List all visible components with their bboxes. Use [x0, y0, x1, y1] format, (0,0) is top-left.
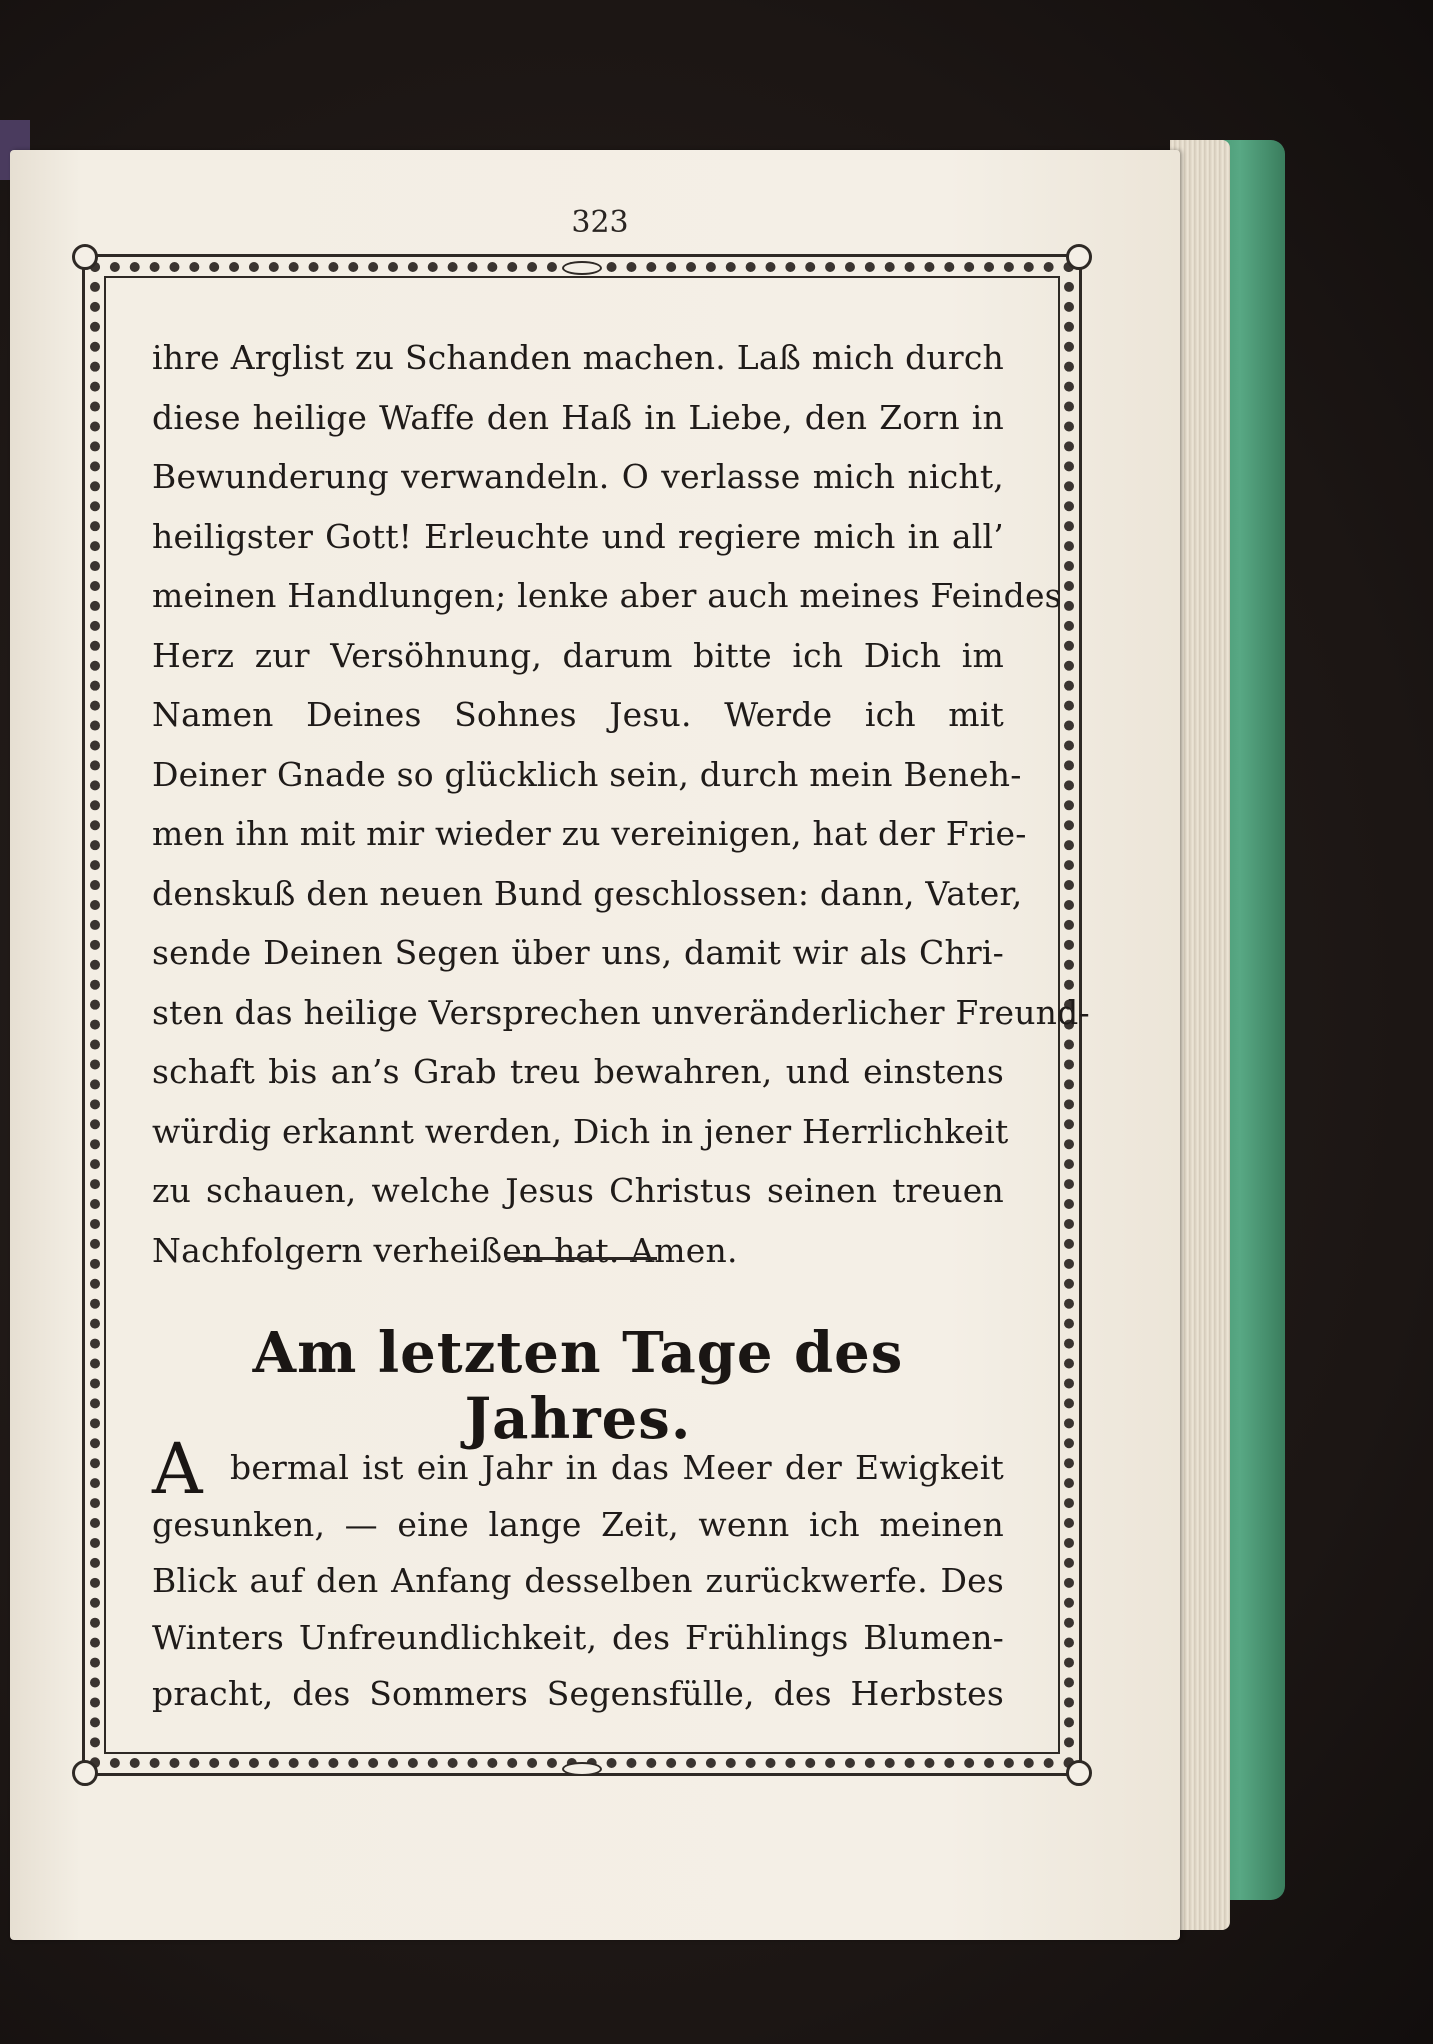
section-paragraph	[152, 1428, 1004, 1723]
text-line: Nachfolgern verheißen hat. Amen.	[152, 1230, 738, 1270]
text-line: meinen Handlungen; lenke aber auch meines Feindes	[152, 576, 1062, 615]
text-line: denskuß den neuen Bund geschlossen: dann, Vater,	[152, 873, 1023, 913]
prayer-paragraph	[152, 328, 1090, 1280]
frame-corner-ornament	[1066, 1760, 1092, 1786]
text-line: men ihn mit mir wieder zu vereinigen, hat der Frie-	[152, 814, 1027, 853]
section-heading: Am letzten Tage des Jahres.	[252, 1320, 904, 1452]
text-line: Blick auf den Anfang desselben zurückwerfe. Des	[152, 1561, 1004, 1600]
text-line: diese heilige Waffe den Haß in Liebe, den Zorn in	[152, 397, 1004, 437]
frame-top-ornament	[562, 261, 602, 275]
frame-bottom-ornament	[562, 1762, 602, 1776]
text-line: sten das heilige Versprechen unveränderlicher Freund-	[152, 992, 1090, 1032]
text-line: zu schauen, welche Jesus Christus seinen treuen	[152, 1171, 1004, 1210]
text-line: pracht, des Sommers Segensfülle, des Herbstes	[152, 1674, 1004, 1713]
text-line: Deiner Gnade so glücklich sein, durch mein Beneh-	[152, 754, 1022, 794]
text-line: ihre Arglist zu Schanden machen. Laß mich durch	[152, 338, 1004, 377]
frame-corner-ornament	[72, 1760, 98, 1786]
text-line: würdig erkannt werden, Dich in jener Herrlichkeit	[152, 1111, 1009, 1151]
text-line: Bewunderung verwandeln. O verlasse mich nicht,	[152, 457, 1004, 496]
drop-cap: A	[152, 1428, 203, 1510]
page-number: 323	[571, 205, 629, 240]
text-line: schaft bis an’s Grab treu bewahren, und einstens	[152, 1052, 1004, 1091]
text-line: Namen Deines Sohnes Jesu. Werde ich mit	[152, 695, 1004, 734]
text-line: sende Deinen Segen über uns, damit wir als Chri-	[152, 933, 1004, 972]
section-divider	[505, 1257, 657, 1260]
text-line: bermal ist ein Jahr in das Meer der Ewigkeit	[230, 1448, 1004, 1487]
frame-corner-ornament	[72, 244, 98, 270]
text-line: Herz zur Versöhnung, darum bitte ich Dich im	[152, 635, 1004, 675]
frame-corner-ornament	[1066, 244, 1092, 270]
text-line: Winters Unfreundlichkeit, des Frühlings Blumen-	[152, 1617, 1004, 1657]
text-line: gesunken, — eine lange Zeit, wenn ich meinen	[152, 1504, 1004, 1544]
text-line: heiligster Gott! Erleuchte und regiere mich in all’	[152, 516, 1004, 556]
